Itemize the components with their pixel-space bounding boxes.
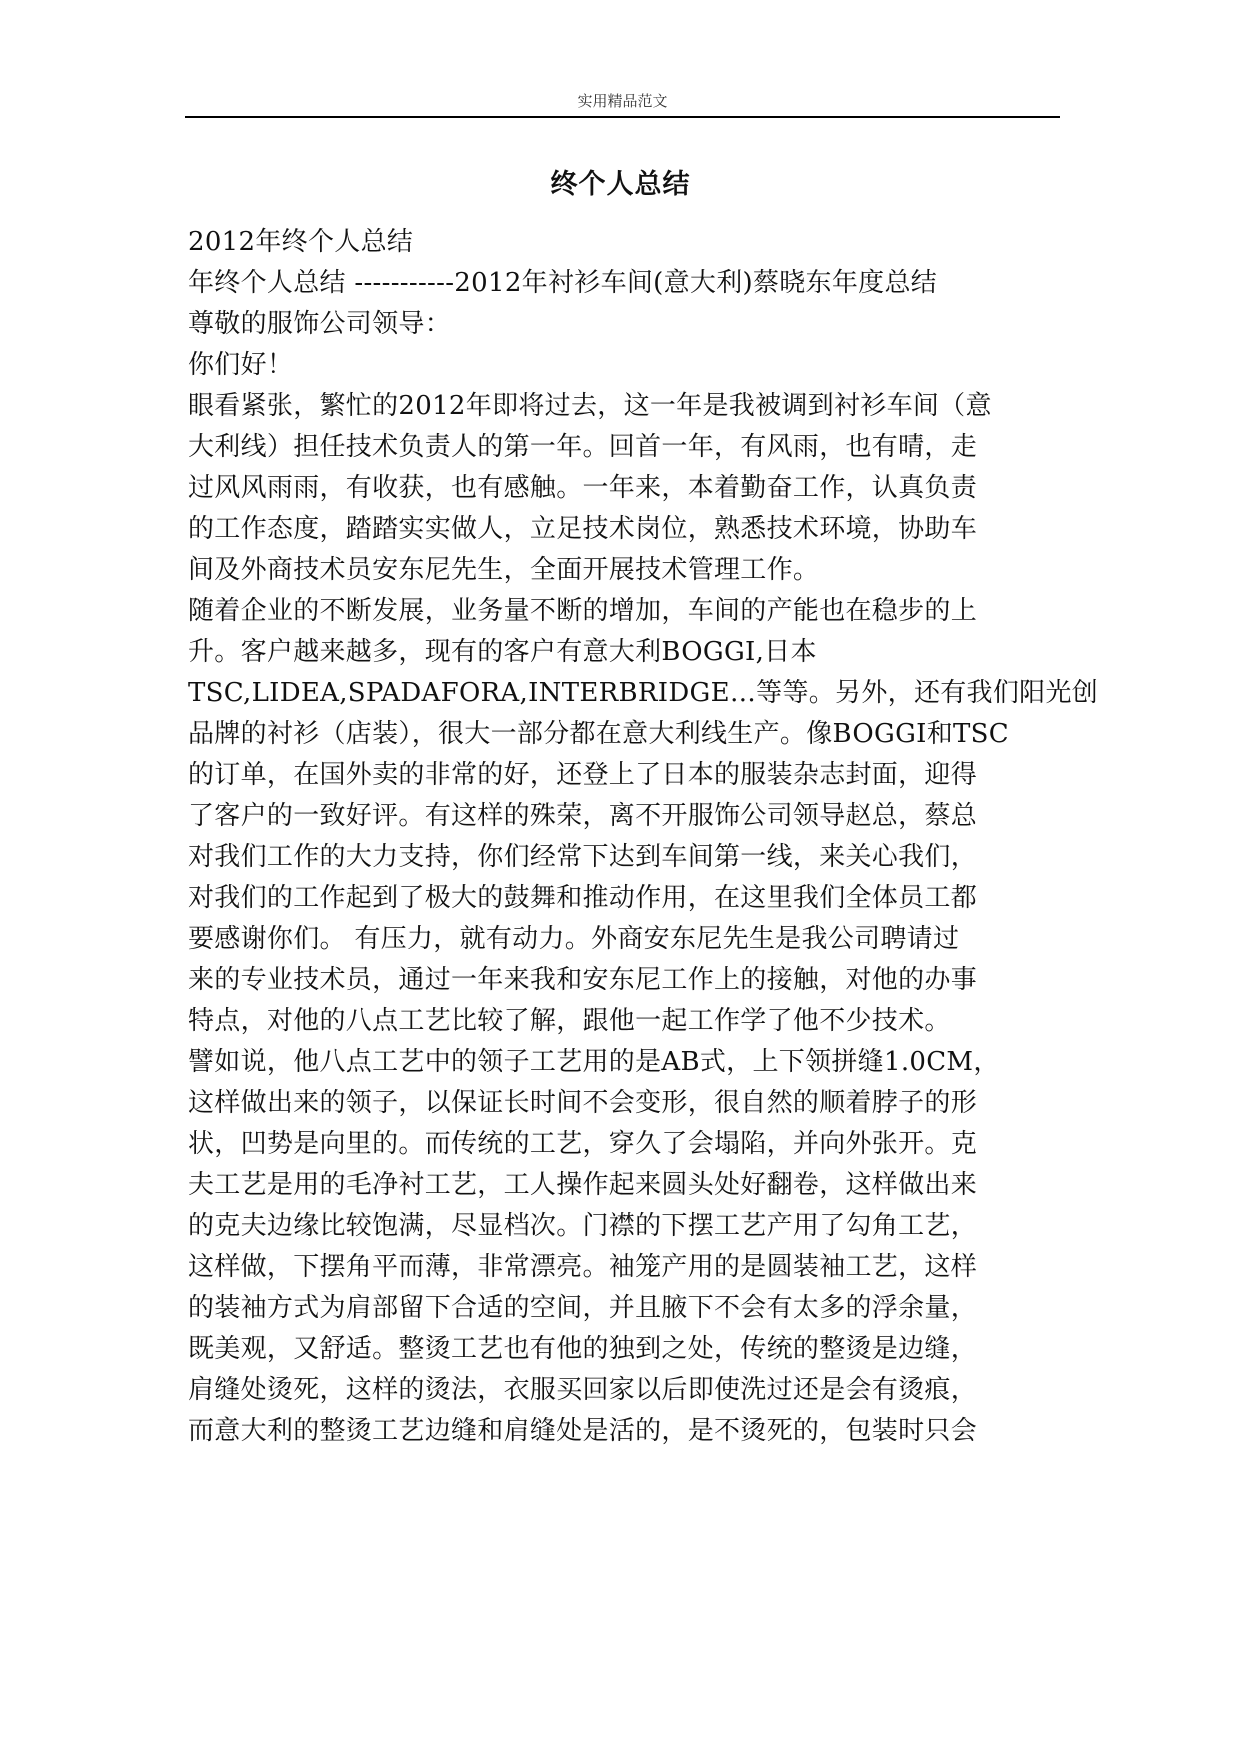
text-line: 而意大利的整烫工艺边缝和肩缝处是活的，是不烫死的，包装时只会	[188, 1416, 978, 1446]
text-line: 的装袖方式为肩部留下合适的空间，并且腋下不会有太多的浮余量，	[188, 1293, 978, 1323]
text-line: 2012年终个人总结	[188, 227, 414, 257]
document-title: 终个人总结	[550, 169, 691, 200]
text-line: 来的专业技术员，通过一年来我和安东尼工作上的接触，对他的办事	[188, 965, 978, 995]
text-line: 既美观，又舒适。整烫工艺也有他的独到之处，传统的整烫是边缝，	[188, 1334, 978, 1364]
page-header	[185, 86, 1060, 118]
text-line: 的克夫边缘比较饱满，尽显档次。门襟的下摆工艺产用了勾角工艺，	[188, 1211, 978, 1241]
text-line: 特点，对他的八点工艺比较了解，跟他一起工作学了他不少技术。	[188, 1006, 951, 1036]
text-line: 升。客户越来越多，现有的客户有意大利BOGGI,日本	[188, 637, 817, 667]
text-line: 间及外商技术员安东尼先生，全面开展技术管理工作。	[188, 555, 820, 585]
text-line: 对我们工作的大力支持，你们经常下达到车间第一线，来关心我们，	[188, 842, 978, 872]
text-line: 要感谢你们。 有压力，就有动力。外商安东尼先生是我公司聘请过	[188, 924, 960, 954]
text-line: 年终个人总结 -----------2012年衬衫车间(意大利)蔡晓东年度总结	[188, 268, 938, 298]
text-line: TSC,LIDEA,SPADAFORA,INTERBRIDGE…等等。另外，还有我们阳光创	[188, 678, 1099, 708]
text-line: 状，凹势是向里的。而传统的工艺，穿久了会塌陷，并向外张开。克	[188, 1129, 978, 1159]
text-line: 肩缝处烫死，这样的烫法，衣服买回家以后即使洗过还是会有烫痕，	[188, 1375, 978, 1405]
text-line: 夫工艺是用的毛净衬工艺，工人操作起来圆头处好翻卷，这样做出来	[188, 1170, 978, 1200]
text-line: 这样做出来的领子，以保证长时间不会变形，很自然的顺着脖子的形	[188, 1088, 978, 1118]
text-line: 眼看紧张，繁忙的2012年即将过去，这一年是我被调到衬衫车间（意	[188, 391, 992, 421]
text-line: 的订单，在国外卖的非常的好，还登上了日本的服装杂志封面，迎得	[188, 760, 978, 790]
document-body	[188, 222, 1099, 1452]
text-line: 大利线）担任技术负责人的第一年。回首一年，有风雨，也有晴，走	[188, 432, 978, 462]
text-line: 这样做，下摆角平而薄，非常漂亮。袖笼产用的是圆装袖工艺，这样	[188, 1252, 978, 1282]
text-line: 你们好！	[188, 350, 294, 380]
text-line: 尊敬的服饰公司领导：	[188, 309, 452, 339]
text-line: 过风风雨雨，有收获，也有感触。一年来，本着勤奋工作，认真负责	[188, 473, 978, 503]
text-line: 的工作态度，踏踏实实做人，立足技术岗位，熟悉技术环境，协助车	[188, 514, 978, 544]
text-line: 品牌的衬衫（店装），很大一部分都在意大利线生产。像BOGGI和TSC	[188, 719, 1009, 749]
text-line: 对我们的工作起到了极大的鼓舞和推动作用，在这里我们全体员工都	[188, 883, 978, 913]
text-line: 随着企业的不断发展，业务量不断的增加，车间的产能也在稳步的上	[188, 596, 978, 626]
text-line: 譬如说，他八点工艺中的领子工艺用的是AB式，上下领拼缝1.0CM，	[188, 1047, 1000, 1077]
text-line: 了客户的一致好评。有这样的殊荣，离不开服饰公司领导赵总，蔡总	[188, 801, 978, 831]
header-text: 实用精品范文	[577, 92, 668, 110]
